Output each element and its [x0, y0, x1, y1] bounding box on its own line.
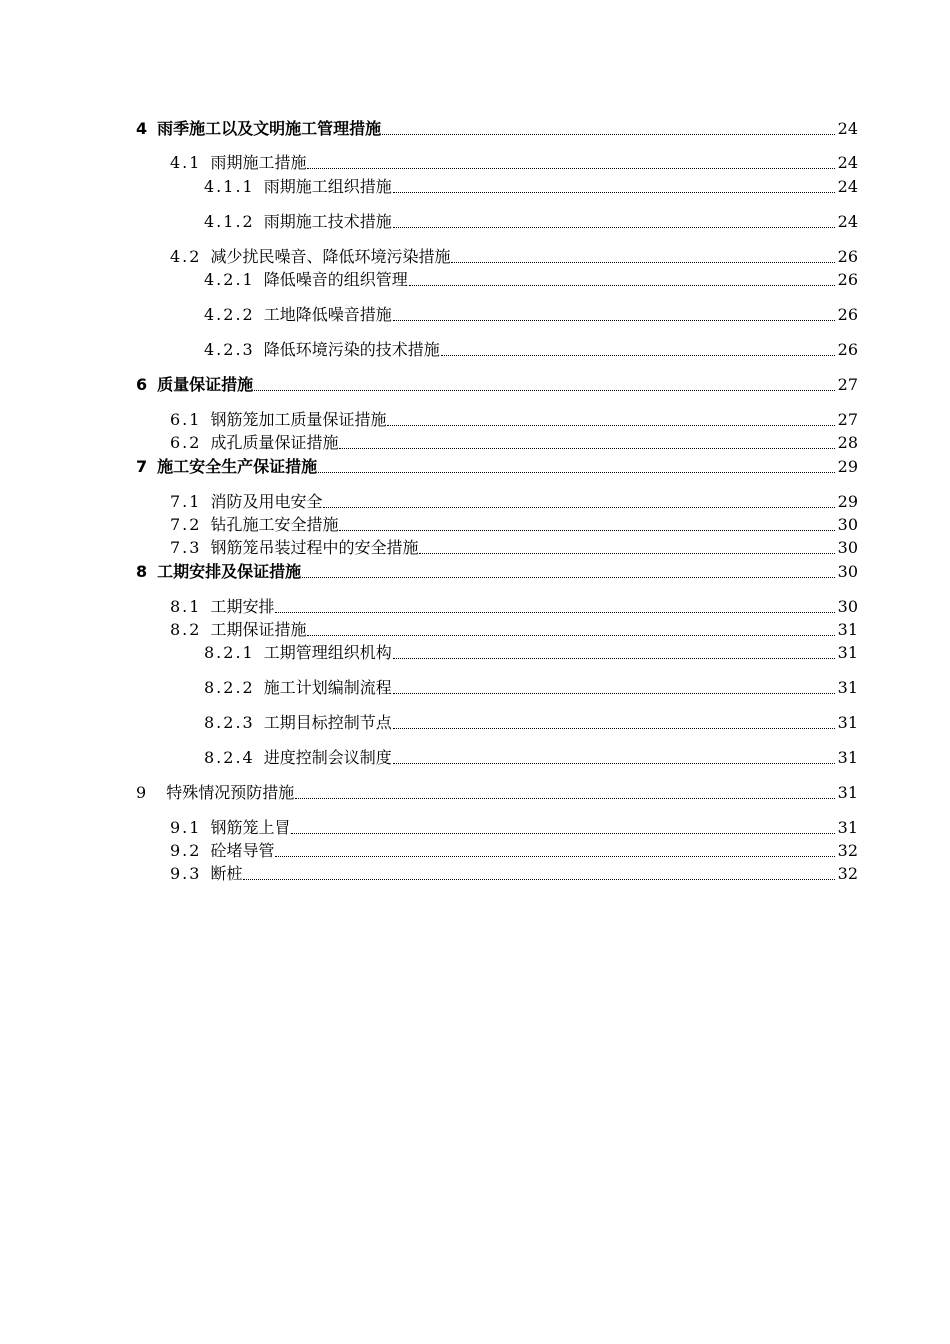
toc-entry-number: 4	[136, 119, 148, 138]
toc-entry-label	[170, 841, 274, 861]
toc-entry-number: 4.2.1	[204, 270, 255, 289]
toc-entry-title: 钢筋笼加工质量保证措施	[210, 410, 387, 429]
toc-entry[interactable]	[0, 455, 950, 477]
toc-entry-page-number: 26	[837, 305, 858, 324]
toc-entry-page-number: 30	[837, 515, 858, 534]
toc-dot-leader	[393, 727, 835, 729]
toc-entry[interactable]	[0, 781, 950, 803]
toc-entry-number: 9.3	[170, 864, 202, 883]
toc-entry-page-number: 31	[837, 783, 858, 802]
toc-entry-title: 断桩	[210, 864, 243, 883]
toc-dot-leader	[393, 762, 835, 764]
toc-entry-number: 7.1	[170, 492, 202, 511]
toc-entry-title: 质量保证措施	[157, 375, 254, 394]
toc-dot-leader	[339, 529, 835, 531]
toc-entry-label	[170, 247, 450, 267]
toc-entry-number: 4.2.2	[204, 305, 255, 324]
toc-entry-number: 4.1.2	[204, 212, 255, 231]
toc-entry-page-number: 30	[837, 538, 858, 557]
toc-entry-label	[204, 748, 392, 768]
toc-entry-number: 6.1	[170, 410, 202, 429]
toc-entry-label	[204, 643, 392, 663]
toc-entry-title: 降低环境污染的技术措施	[263, 340, 440, 359]
toc-entry-label	[170, 620, 306, 640]
toc-entry-label	[170, 410, 386, 430]
toc-entry-number: 8.2.2	[204, 678, 255, 697]
toc-dot-leader	[243, 878, 835, 880]
toc-entry-title: 工期安排	[210, 597, 275, 616]
toc-entry-page-number: 26	[837, 340, 858, 359]
toc-entry-page-number: 27	[837, 375, 858, 394]
toc-entry[interactable]	[0, 490, 950, 512]
toc-entry-page-number: 30	[837, 562, 858, 581]
toc-entry[interactable]	[0, 151, 950, 173]
toc-entry-title: 雨期施工组织措施	[263, 177, 392, 196]
toc-entry-label	[204, 177, 392, 197]
toc-entry-number: 6.2	[170, 433, 202, 452]
toc-dot-leader	[393, 191, 835, 193]
toc-entry[interactable]	[0, 595, 950, 617]
toc-entry[interactable]	[0, 560, 950, 582]
toc-entry[interactable]	[0, 408, 950, 430]
toc-dot-leader	[302, 576, 835, 578]
toc-entry-label	[170, 597, 274, 617]
toc-entry[interactable]	[0, 245, 950, 267]
toc-entry[interactable]	[0, 431, 950, 453]
toc-entry-title: 钢筋笼吊装过程中的安全措施	[210, 538, 419, 557]
toc-dot-leader	[451, 261, 835, 263]
toc-entry[interactable]	[0, 839, 950, 861]
toc-entry[interactable]	[0, 210, 950, 232]
toc-entry-label	[170, 515, 338, 535]
toc-dot-leader	[339, 447, 835, 449]
toc-entry-title: 工期管理组织机构	[263, 643, 392, 662]
toc-entry-label	[136, 457, 317, 477]
toc-entry-page-number: 26	[837, 247, 858, 266]
toc-entry-label	[136, 562, 301, 582]
toc-entry-number: 8	[136, 562, 148, 581]
toc-entry-title: 消防及用电安全	[210, 492, 323, 511]
toc-dot-leader	[441, 354, 835, 356]
toc-dot-leader	[393, 657, 835, 659]
toc-entry-number: 9.1	[170, 818, 202, 837]
toc-dot-leader	[275, 611, 835, 613]
toc-entry[interactable]	[0, 268, 950, 290]
toc-entry[interactable]	[0, 513, 950, 535]
toc-entry-number: 7	[136, 457, 148, 476]
toc-dot-leader	[393, 319, 835, 321]
toc-dot-leader	[307, 634, 835, 636]
toc-entry-page-number: 29	[837, 492, 858, 511]
toc-dot-leader	[409, 284, 835, 286]
toc-entry-title: 成孔质量保证措施	[210, 433, 339, 452]
toc-entry-page-number: 31	[837, 748, 858, 767]
toc-entry-label	[136, 375, 253, 395]
toc-entry-title: 施工计划编制流程	[263, 678, 392, 697]
toc-entry-number: 4.2.3	[204, 340, 255, 359]
toc-entry-page-number: 27	[837, 410, 858, 429]
toc-entry-number: 8.2.3	[204, 713, 255, 732]
toc-entry-title: 雨期施工技术措施	[263, 212, 392, 231]
toc-dot-leader	[387, 424, 835, 426]
toc-entry[interactable]	[0, 816, 950, 838]
toc-entry-number: 9	[136, 783, 147, 802]
toc-entry-page-number: 28	[837, 433, 858, 452]
toc-entry-page-number: 31	[837, 678, 858, 697]
toc-entry-number: 4.2	[170, 247, 202, 266]
toc-entry-label	[204, 270, 408, 290]
toc-entry-label	[204, 678, 392, 698]
toc-dot-leader	[291, 832, 835, 834]
toc-entry-page-number: 31	[837, 643, 858, 662]
toc-entry-title: 降低噪音的组织管理	[263, 270, 408, 289]
toc-entry-title: 工期安排及保证措施	[157, 562, 302, 581]
toc-entry[interactable]	[0, 618, 950, 640]
toc-entry-number: 4.1	[170, 153, 202, 172]
toc-entry-page-number: 30	[837, 597, 858, 616]
toc-entry[interactable]	[0, 117, 950, 139]
toc-entry-page-number: 29	[837, 457, 858, 476]
toc-entry-title: 砼堵导管	[210, 841, 275, 860]
toc-entry-title: 钻孔施工安全措施	[210, 515, 339, 534]
toc-entry-label	[170, 818, 290, 838]
toc-entry-label	[170, 864, 242, 884]
toc-entry-title: 雨期施工措施	[210, 153, 307, 172]
toc-entry-number: 9.2	[170, 841, 202, 860]
toc-entry-label	[170, 492, 322, 512]
toc-entry-label	[170, 433, 338, 453]
toc-entry-number: 8.1	[170, 597, 202, 616]
toc-entry-label	[170, 153, 306, 173]
toc-entry[interactable]	[0, 338, 950, 360]
toc-entry-page-number: 24	[837, 153, 858, 172]
toc-dot-leader	[393, 692, 835, 694]
toc-entry-label	[204, 713, 392, 733]
toc-dot-leader	[254, 389, 835, 391]
toc-dot-leader	[295, 797, 835, 799]
toc-entry-label	[204, 340, 440, 360]
toc-entry[interactable]	[0, 303, 950, 325]
toc-entry[interactable]	[0, 536, 950, 558]
toc-entry-title: 工期保证措施	[210, 620, 307, 639]
toc-entry-title: 进度控制会议制度	[263, 748, 392, 767]
toc-entry[interactable]	[0, 862, 950, 884]
toc-entry[interactable]	[0, 746, 950, 768]
toc-entry-label	[170, 538, 418, 558]
toc-entry-title: 雨季施工以及文明施工管理措施	[157, 119, 382, 138]
toc-entry-number: 7.3	[170, 538, 202, 557]
toc-dot-leader	[382, 133, 835, 135]
toc-entry-number: 7.2	[170, 515, 202, 534]
toc-dot-leader	[318, 471, 835, 473]
toc-entry-label	[204, 305, 392, 325]
toc-entry[interactable]	[0, 711, 950, 733]
toc-entry-title: 钢筋笼上冒	[210, 818, 291, 837]
toc-entry[interactable]	[0, 175, 950, 197]
toc-entry-page-number: 32	[837, 841, 858, 860]
toc-entry-page-number: 31	[837, 818, 858, 837]
toc-entry-page-number: 32	[837, 864, 858, 883]
toc-entry-number: 4.1.1	[204, 177, 255, 196]
toc-entry-page-number: 31	[837, 713, 858, 732]
toc-entry-title: 特殊情况预防措施	[166, 783, 295, 802]
toc-entry-page-number: 31	[837, 620, 858, 639]
toc-entry-label	[204, 212, 392, 232]
toc-entry-page-number: 26	[837, 270, 858, 289]
toc-entry-page-number: 24	[837, 119, 858, 138]
toc-entry-title: 施工安全生产保证措施	[157, 457, 318, 476]
toc-entry-title: 工地降低噪音措施	[263, 305, 392, 324]
toc-entry-number: 8.2.4	[204, 748, 255, 767]
toc-dot-leader	[393, 226, 835, 228]
toc-entry-number: 8.2	[170, 620, 202, 639]
toc-entry[interactable]	[0, 676, 950, 698]
toc-dot-leader	[307, 167, 835, 169]
toc-dot-leader	[275, 855, 835, 857]
toc-entry-label	[136, 783, 294, 803]
toc-entry-title: 减少扰民噪音、降低环境污染措施	[210, 247, 451, 266]
toc-entry-number: 6	[136, 375, 148, 394]
toc-entry-page-number: 24	[837, 212, 858, 231]
toc-entry-title: 工期目标控制节点	[263, 713, 392, 732]
toc-entry[interactable]	[0, 641, 950, 663]
toc-entry-label	[136, 119, 381, 139]
toc-dot-leader	[419, 552, 835, 554]
toc-entry-page-number: 24	[837, 177, 858, 196]
toc-entry-number: 8.2.1	[204, 643, 255, 662]
toc-entry[interactable]	[0, 373, 950, 395]
toc-dot-leader	[323, 506, 835, 508]
